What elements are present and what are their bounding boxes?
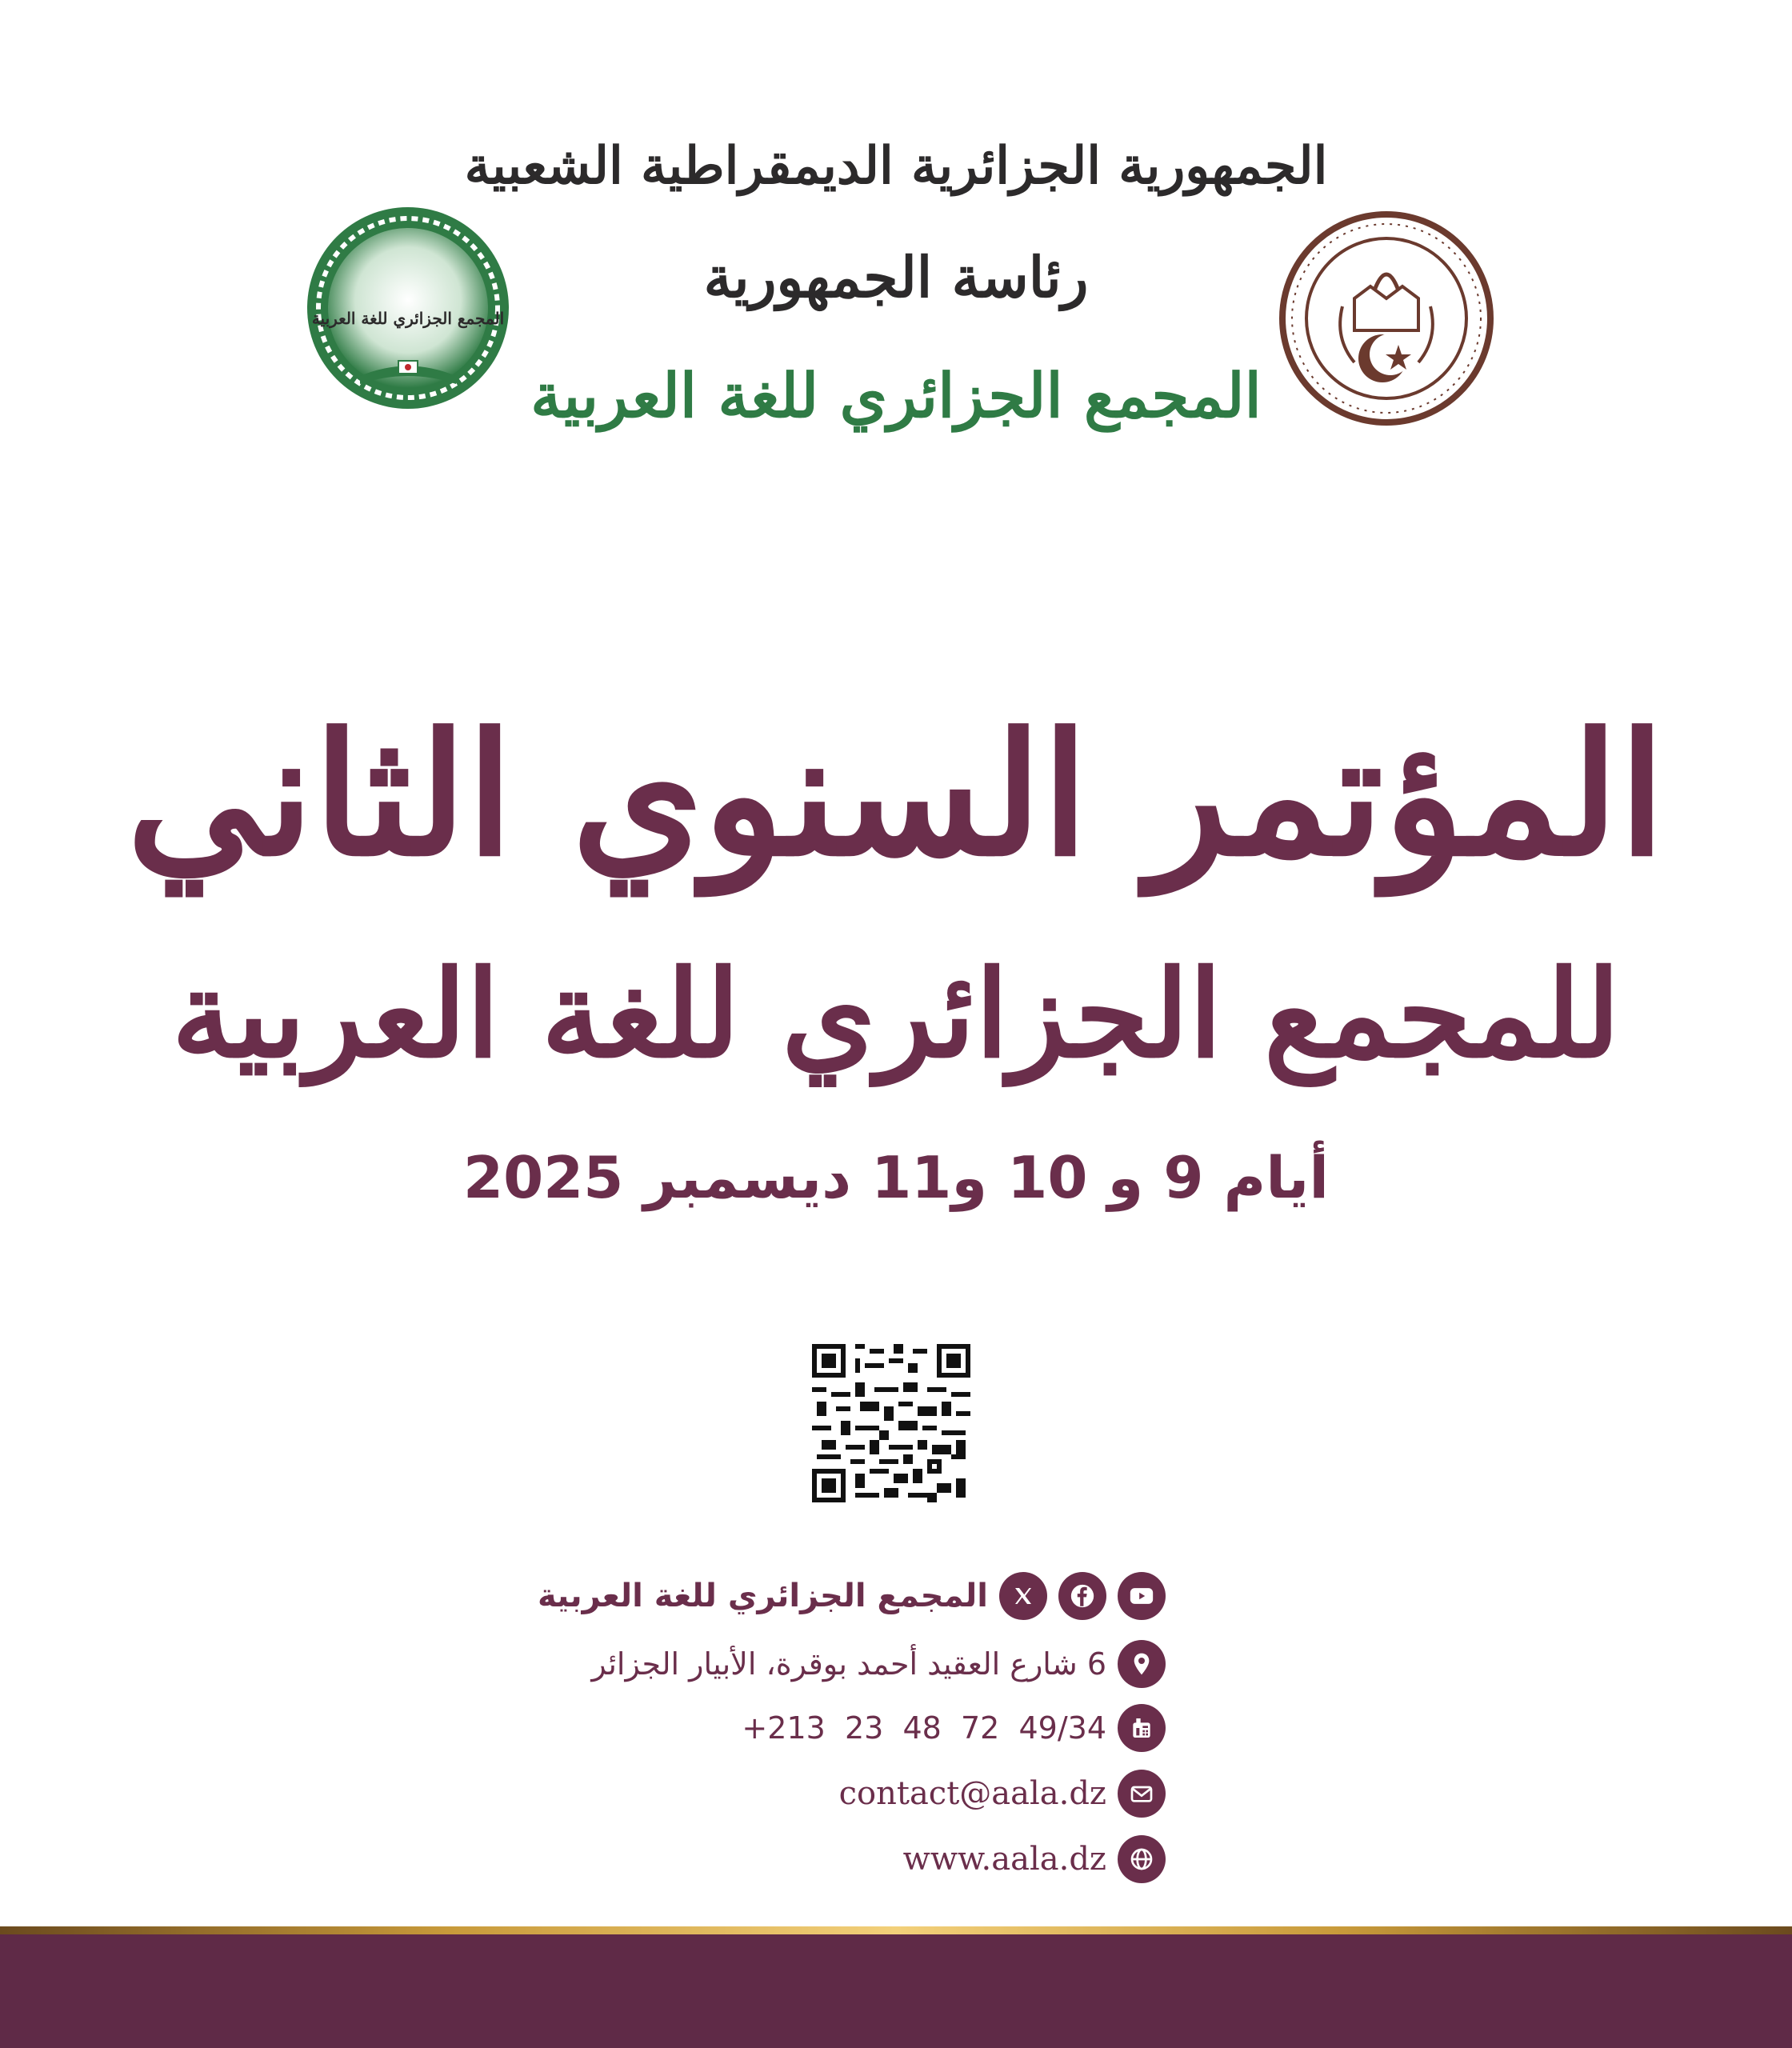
email-row (839, 1768, 1166, 1819)
website-row (903, 1834, 1166, 1885)
address-row (591, 1638, 1166, 1690)
social-row (538, 1570, 1166, 1622)
republic-heading: الجمهورية الجزائرية الديمقراطية الشعبية (464, 136, 1328, 196)
qr-code-icon[interactable] (812, 1344, 970, 1502)
footer-bar (0, 1934, 1792, 2048)
phone-fax-icon (1118, 1704, 1166, 1752)
academy-heading: المجمع الجزائري للغة العربية (530, 360, 1262, 431)
email-link[interactable]: contact@aala.dz (838, 1775, 1106, 1812)
phone-text[interactable]: +213 23 48 72 49/34 (742, 1710, 1106, 1746)
algeria-state-seal-icon (1278, 210, 1494, 426)
facebook-icon[interactable] (1058, 1572, 1106, 1620)
presidency-heading: رئاسة الجمهورية (703, 244, 1089, 310)
social-account-name: المجمع الجزائري للغة العربية (538, 1578, 988, 1614)
conference-subtitle: للمجمع الجزائري للغة العربية (171, 944, 1621, 1085)
gold-divider (0, 1926, 1792, 1934)
conference-dates: أيام 9 و 10 و11 ديسمبر 2025 (462, 1144, 1330, 1211)
address-text: 6 شارع العقيد أحمد بوقرة، الأبيار الجزائر (591, 1646, 1106, 1682)
x-icon[interactable] (999, 1572, 1047, 1620)
academy-emblem-icon (304, 204, 512, 412)
globe-icon (1118, 1835, 1166, 1883)
youtube-icon[interactable] (1118, 1572, 1166, 1620)
conference-title: المؤتمر السنوي الثاني (126, 696, 1666, 894)
academy-emblem-label: المجمع الجزائري للغة العربية (311, 309, 505, 328)
phone-row (742, 1702, 1166, 1754)
email-icon (1118, 1770, 1166, 1818)
location-pin-icon (1118, 1640, 1166, 1688)
website-link[interactable]: www.aala.dz (902, 1841, 1106, 1878)
